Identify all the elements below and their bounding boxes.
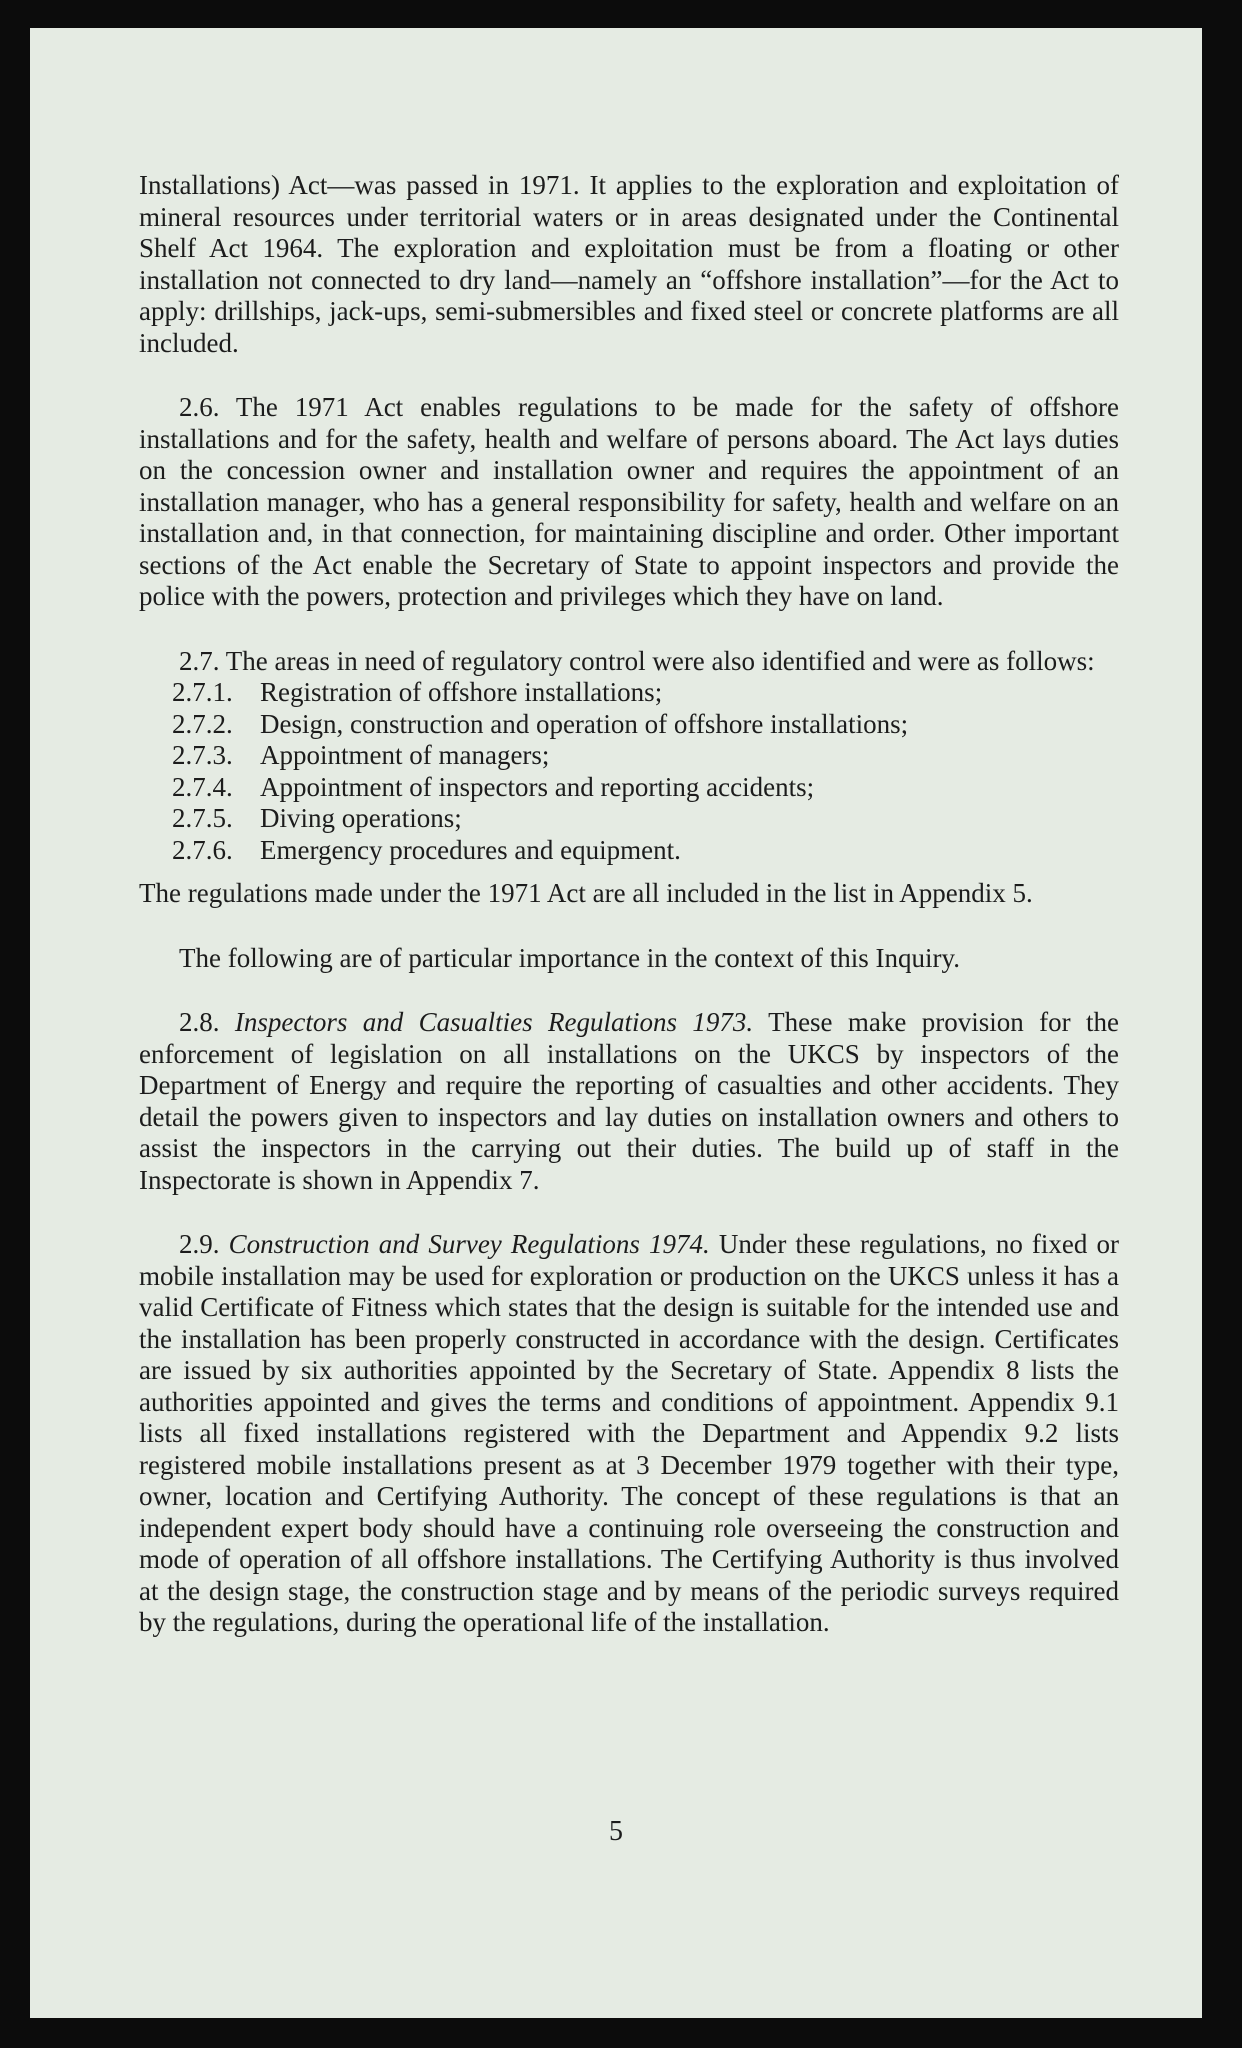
page-number: 5: [609, 1816, 623, 1847]
list-item-text: Design, construction and operation of offshore installations;: [260, 708, 909, 739]
list-item-text: Appointment of inspectors and reporting accidents;: [260, 771, 815, 802]
paragraph-2-7: 2.7. The areas in need of regulatory control were also identified and were as follows:: [179, 645, 1095, 676]
list-item-text: Appointment of managers;: [260, 740, 550, 770]
list-item-number: 2.7.4.: [172, 771, 233, 802]
paragraph-2-6: 2.6. The 1971 Act enables regulations to be made for the safety of offshore installations and for the safety, health and welfare of persons aboard. The Act lays duties on the concession owner and installation owner and requires the appointment of an installation manager, who has a general responsibility for safety, health and welfare on an installation and, in that connection, for maintaining discipline and order. Other important sections of the Act enable the Secretary of State to appoint inspectors and provide the police with the powers, protection and privileges which they have on land.: [139, 392, 1119, 611]
paragraph-number: 2.8.: [179, 1007, 220, 1037]
paragraph-number: 2.9.: [179, 1229, 220, 1259]
list-item: [172, 835, 1119, 867]
regulations-sentence: The regulations made under the 1971 Act are all included in the list in Appendix 5.: [139, 878, 1033, 908]
list-item-number: 2.7.3.: [172, 740, 233, 770]
list-item-number: 2.7.1.: [172, 677, 233, 707]
list-item-number: 2.7.5.: [172, 803, 233, 833]
list-item: [172, 677, 1119, 709]
document-page: [30, 28, 1202, 2018]
paragraph-2-9: [139, 1229, 1119, 1639]
intro-paragraph: Installations) Act—was passed in 1971. It applies to the exploration and exploitation of mineral resources under territorial waters or in areas designated under the Continental Shelf Act 1964. The exploration and exploitation must be from a floating or other installation not connected to dry land—namely an “offshore installation”—for the Act to apply: drillships, jack-ups, semi-submersibles and fixed steel or concrete platforms are all included.: [139, 170, 1119, 358]
list-item-text: Diving operations;: [260, 803, 462, 833]
list-item: [172, 772, 1119, 804]
regulation-title: Construction and Survey Regulations 1974.: [228, 1229, 710, 1259]
importance-sentence: The following are of particular importance in the context of this Inquiry.: [179, 942, 960, 973]
list-item: [172, 740, 1119, 772]
list-item-text: Registration of offshore installations;: [260, 677, 663, 707]
list-item-number: 2.7.6.: [172, 834, 233, 865]
paragraph-text: Under these regulations, no fixed or mobile installation may be used for exploration or production on the UKCS unless it has a valid Certificate of Fitness which states that the design is suitable for the intended use and the installation has been properly constructed in accordance with the design. Certificates are issued by six authorities appointed by the Secretary of State. Appendix 8 lists the authorities appointed and gives the terms and conditions of appointment. Appendix 9.1 lists all fixed installations registered with the Department and Appendix 9.2 lists registered mobile installations present as at 3 December 1979 together with their type, owner, location and Certifying Authority. The concept of these regulations is that an independent expert body should have a continuing role overseeing the construction and mode of operation of all offshore installations. The Certifying Authority is thus involved at the design stage, the construction stage and by means of the periodic surveys required by the regulations, during the operational life of the installation.: [139, 1229, 1120, 1637]
list-item-text: Emergency procedures and equipment.: [260, 834, 681, 865]
regulation-title: Inspectors and Casualties Regulations 1973.: [234, 1007, 754, 1037]
list-item: [172, 709, 1119, 741]
paragraph-2-8: [139, 1007, 1119, 1196]
regulatory-areas-list: [139, 677, 1119, 866]
list-item-number: 2.7.2.: [172, 708, 233, 739]
list-item: [172, 803, 1119, 835]
paragraph-text: These make provision for the enforcement of legislation on all installations on the UKCS by inspectors of the Department of Energy and require the reporting of casualties and other accidents. They detail the powers given to inspectors and lay duties on installation owners and others to assist the inspectors in the carrying out their duties. The build up of staff in the Inspectorate is shown in Appendix 7.: [139, 1007, 1120, 1195]
body-text: [139, 170, 1119, 1639]
